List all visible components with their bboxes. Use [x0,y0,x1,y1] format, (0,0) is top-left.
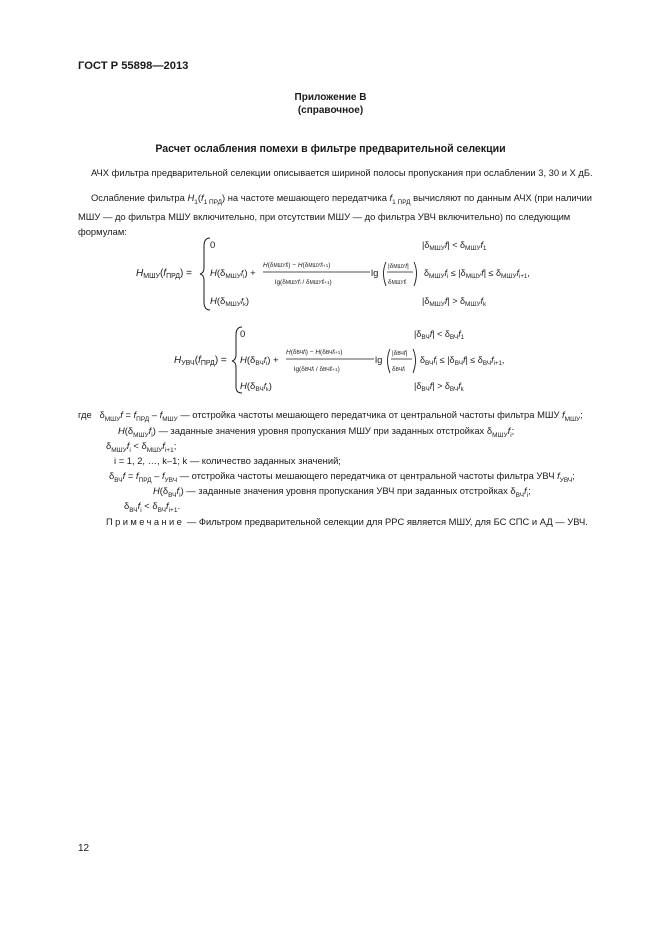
where-line-2: $H(\delta_{МШУ}f_i)$ — заданные значения уровня пропускания МШУ при заданных отстройках $\delta_{МШУ}f_i$; [118,425,515,439]
svg-text:lg(δВЧfi / δВЧfi+1): lg(δВЧfi / δВЧfi+1) [294,366,340,373]
svg-text:δВЧfi ≤ |δВЧf| ≤ δВЧfi+1,: $\delta_{ВЧ}f_i \le |\delta_{ВЧ}f| \le \delta_{ВЧ}f_{i+1}$, [420,355,505,367]
svg-text:H(δМШУfi) +: $H(\delta_{МШУ}^f_i)$ + [210,268,256,280]
where-line-4: i = 1, 2, …, k–1; k — количество заданных значений; [114,455,341,466]
paragraph-1: АЧХ фильтра предварительной селекции описывается шириной полосы пропускания при ослаблении 3, 30 и X дБ. [91,167,593,178]
where-def-2: — заданные значения уровня пропускания МШУ при заданных отстройках [158,425,485,436]
svg-text:H(δВЧfi) − H(δВЧfi+1): H(δВЧfi) − H(δВЧfi+1) [286,349,343,356]
where-line-7: $\delta_{ВЧ}f_i < \delta_{ВЧ}f_{i+1}$. [124,500,181,514]
page-number: 12 [78,843,90,854]
where-def-6: — заданные значения уровня пропускания УВЧ при заданных отстройках [186,485,508,496]
document-code: ГОСТ Р 55898—2013 [78,60,189,72]
svg-text:|δВЧf| < δВЧf1: $|\delta_{ВЧ}f| < \delta_{ВЧ}f_1$ [414,329,465,341]
where-def-5: — отстройка частоты мешающего передатчика от центральной частоты фильтра УВЧ [179,470,555,481]
svg-text:|δМШУf|: |δМШУf| [388,263,409,270]
paragraph-2: Ослабление фильтра $H_1(f_{1 ПРД})$ на частоте мешающего передатчика $f_{1 ПРД}$ вычисляют по данным АЧХ (при наличии МШУ — до фильтра МШУ включительно, при отсутствии МШУ — до фильтра УВЧ включительно) по следующим формулам: [78,192,593,237]
where-line-3: $\delta_{МШУ}f_i < \delta_{МШУ}f_{i+1}$; [106,440,177,454]
paragraph-2-part-c: вычисляют по данным АЧХ (при наличии МШУ — до фильтра МШУ включительно, при отсутствии МШУ — до фильтра УВЧ включительно) по следующим формулам: [78,192,593,237]
svg-text:δМШУfi: δМШУfi [388,279,407,286]
svg-text:lg: lg [375,355,383,366]
svg-text:H(δВЧfi) +: $H(\delta_{ВЧ}^f_i)$ + [240,355,279,367]
where-def-1: — отстройка частоты мешающего передатчика от центральной частоты фильтра МШУ [180,409,560,420]
svg-text:H(δМШУfk): $H(\delta_{МШУ}^f_k)$ [210,296,249,308]
where-line-6: $H(\delta_{ВЧ}f_i)$ — заданные значения уровня пропускания УВЧ при заданных отстройках $\delta_{ВЧ}f_i$; [153,485,531,499]
paragraph-2-part-b: на частоте мешающего передатчика [227,192,387,203]
svg-text:|δМШУf| > δМШУfk: $|\delta_{МШУ}f| > \delta_{МШУ}f_k$ [422,296,487,308]
where-intro: где [78,409,92,420]
svg-text:0: 0 [210,240,216,251]
svg-text:δВЧfi: δВЧfi [392,366,405,373]
svg-text:lg: lg [371,268,379,279]
paragraph-2-part-a: Ослабление фильтра [91,192,185,203]
svg-text:lg(δМШУfi / δМШУfi+1): lg(δМШУfi / δМШУfi+1) [275,279,332,286]
note [106,516,588,527]
svg-text:|δВЧf| > δВЧfk: $|\delta_{ВЧ}f| > \delta_{ВЧ}f_k$ [414,381,464,393]
svg-text:0: 0 [240,329,246,340]
note-text: — Фильтром предварительной селекции для РРС является МШУ, для БС СПС и АД — УВЧ. [186,516,588,527]
note-label: Примечание [106,516,185,527]
appendix-title: Приложение В [294,92,367,103]
where-line-5: $\delta_{ВЧ}f = f_{ПРД} - f_{УВЧ}$ — отстройка частоты мешающего передатчика от центральной частоты фильтра УВЧ $f_{УВЧ}$; [109,470,575,484]
svg-text:δМШУfi ≤ |δМШУf| ≤ δМШУfi+1,: $\delta_{МШУ}f_i \le |\delta_{МШУ}f| \le \delta_{МШУ}f_{i+1}$, [424,268,530,280]
formula-uvch [170,323,570,395]
where-line-1: где $\delta_{МШУ}f = f_{ПРД} - f_{МШУ}$ — отстройка частоты мешающего передатчика от центральной частоты фильтра МШУ $f_{МШУ}$; [78,409,583,423]
section-title: Расчет ослабления помехи в фильтре предварительной селекции [155,143,506,155]
formula-msu [130,232,570,312]
svg-text:H(δВЧfk): $H(\delta_{ВЧ}^f_k)$ [240,381,272,393]
svg-text:H(δМШУfi) − H(δМШУfi+1): H(δМШУfi) − H(δМШУfi+1) [263,262,331,269]
svg-text:HМШУ(fПРД) =: $H_{МШУ}(f_{ПРД})$ = [136,268,192,280]
svg-text:HУВЧ(fПРД) =: $H_{УВЧ}(f_{ПРД})$ = [174,355,227,367]
appendix-subtitle: (справочное) [297,105,364,116]
svg-text:|δМШУf| < δМШУf1: $|\delta_{МШУ}f| < \delta_{МШУ}f_1$ [422,240,487,252]
svg-text:|δВЧf|: |δВЧf| [392,350,408,357]
